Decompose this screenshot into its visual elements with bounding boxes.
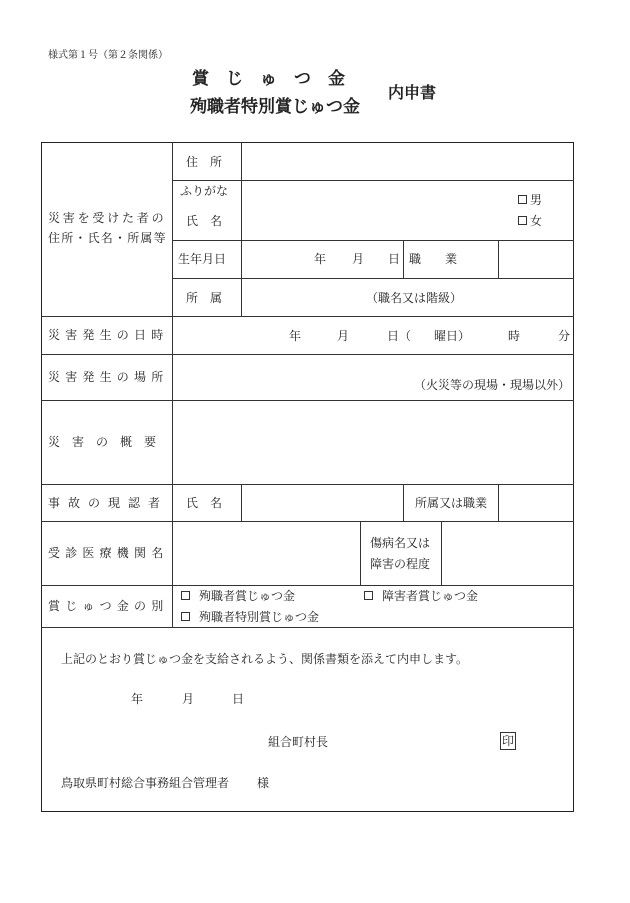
col-divider	[441, 521, 442, 585]
birth-year-unit: 年	[314, 252, 327, 266]
weekday-unit: 曜日）	[434, 329, 471, 343]
col-divider	[241, 142, 242, 316]
title-line-2: 殉職者特別賞じゅつ金	[190, 97, 360, 117]
col-divider	[172, 142, 173, 627]
datetime-year-unit: 年	[289, 329, 302, 343]
hospital-label: 受診医療機関名	[48, 546, 169, 560]
seal-mark: 印	[502, 734, 515, 748]
col-divider	[403, 484, 404, 521]
addressee: 鳥取県町村総合事務組合管理者	[61, 776, 230, 790]
type-option-2[interactable]: 障害者賞じゅつ金	[364, 590, 478, 602]
datetime-label: 災害発生の日時	[48, 328, 169, 342]
witness-affiliation-label: 所属又は職業	[415, 496, 488, 510]
row-divider	[41, 316, 574, 317]
place-label: 災害発生の場所	[48, 370, 169, 384]
mayor-label: 組合町村長	[268, 735, 329, 749]
statement: 上記のとおり賞じゅつ金を支給されるよう、関係書類を添えて内申します。	[61, 652, 469, 666]
footer-day-unit: 日	[232, 692, 245, 706]
rank-note: （職名又は階級）	[366, 291, 463, 305]
row-divider	[41, 400, 574, 401]
furigana-label: ふりがな	[180, 184, 229, 198]
place-note: （火災等の現場・現場以外）	[414, 378, 571, 392]
victim-label: 災害を受けた者の 住所・氏名・所属等	[48, 211, 167, 245]
type-checkbox-3[interactable]	[181, 612, 190, 621]
type-checkbox-1[interactable]	[181, 591, 190, 600]
female-checkbox[interactable]	[518, 216, 527, 225]
gender-female[interactable]: 女	[518, 215, 542, 227]
witness-label: 事故の現認者	[48, 496, 169, 510]
summary-label: 災害の概要	[48, 435, 169, 449]
form-number: 様式第１号（第２条関係）	[48, 50, 168, 61]
injury-label-line2: 障害の程度	[370, 557, 431, 571]
row-divider	[41, 484, 574, 485]
minute-unit: 分	[558, 329, 571, 343]
footer-year-unit: 年	[131, 692, 144, 706]
address-label: 住 所	[186, 155, 223, 169]
col-divider	[403, 240, 404, 278]
col-divider	[498, 240, 499, 278]
birth-day-unit: 日	[388, 252, 401, 266]
type-label: 賞じゅつ金の別	[48, 599, 169, 613]
injury-label-line1: 傷病名又は	[370, 536, 431, 550]
name-label: 氏 名	[186, 214, 223, 228]
honorific: 様	[257, 776, 270, 790]
footer-month-unit: 月	[182, 692, 195, 706]
birthdate-label: 生年月日	[178, 252, 227, 266]
datetime-month-unit: 月	[337, 329, 350, 343]
row-divider	[172, 278, 574, 279]
occupation-label: 職 業	[409, 252, 458, 266]
row-divider	[41, 585, 574, 586]
birth-month-unit: 月	[352, 252, 365, 266]
row-divider	[41, 627, 574, 628]
affiliation-label: 所 属	[186, 291, 223, 305]
type-checkbox-2[interactable]	[364, 591, 373, 600]
row-divider	[41, 354, 574, 355]
type-option-1[interactable]: 殉職者賞じゅつ金	[181, 590, 295, 602]
hour-unit: 時	[508, 329, 521, 343]
witness-name-label: 氏 名	[186, 496, 223, 510]
col-divider	[360, 521, 361, 585]
datetime-day-unit: 日（	[387, 329, 412, 343]
title-suffix: 内申書	[388, 83, 437, 102]
male-checkbox[interactable]	[518, 195, 527, 204]
row-divider	[172, 180, 574, 181]
col-divider	[498, 484, 499, 521]
title-line-1: 賞 じ ゅ つ 金	[192, 69, 345, 89]
row-divider	[172, 240, 574, 241]
type-option-3[interactable]: 殉職者特別賞じゅつ金	[181, 611, 319, 623]
col-divider	[241, 484, 242, 521]
gender-male[interactable]: 男	[518, 194, 542, 206]
row-divider	[41, 521, 574, 522]
